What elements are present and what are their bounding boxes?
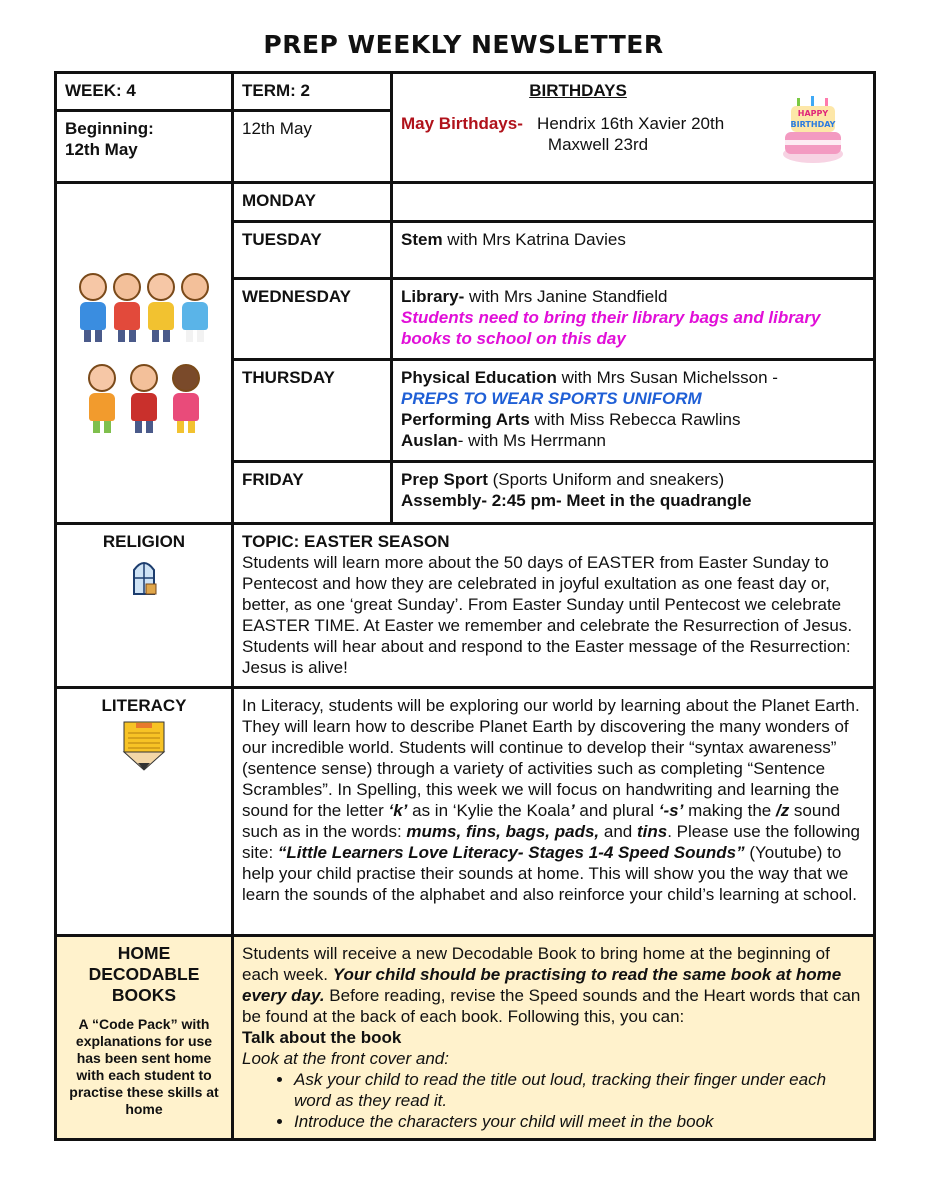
literacy-text-1: In Literacy, students will be exploring our world by learning about the Planet Earth. They will learn how to describe Planet Earth by discovering the many wonders of our incredible world. Students will continue to develop their “syntax awareness” (sentence sense) through a variety of activities such as completing “Sentence Scrambles”. In Spelling, this week we will focus on handwriting and learning the sound for the letter <box>242 696 860 820</box>
religion-content <box>233 524 875 688</box>
pe-label: Physical Education <box>401 368 557 387</box>
decodable-content <box>233 936 875 1140</box>
children-image-cell <box>56 183 233 524</box>
literacy-text-8: (Youtube) to help your child practise their sounds at home. This will show you the way that we learn the sounds of the alphabet and also reinforce your child’s learning at school. <box>242 843 857 904</box>
pe-teacher: with Mrs Susan Michelsson - <box>556 368 778 387</box>
beginning-value-cell: 12th May <box>233 111 392 183</box>
literacy-label: LITERACY <box>101 696 187 715</box>
literacy-text-6: and <box>599 822 637 841</box>
decodable-bullets <box>242 1069 865 1132</box>
performing-arts-label: Performing Arts <box>401 410 530 429</box>
decodable-label-1: HOME <box>117 943 171 963</box>
prep-sport-label: Prep Sport <box>401 470 488 489</box>
birthdays-names-line1: Hendrix 16th Xavier 20th <box>537 114 725 133</box>
child-figure <box>172 364 200 433</box>
child-figure <box>130 364 158 433</box>
stem-label: Stem <box>401 230 443 249</box>
monday-content <box>392 183 875 222</box>
birthday-cake-icon <box>777 96 849 168</box>
decodable-label-cell <box>56 936 233 1140</box>
performing-arts-teacher: with Miss Rebecca Rawlins <box>529 410 741 429</box>
religion-label-cell <box>56 524 233 688</box>
pencil-icon <box>122 720 166 772</box>
svg-text:HAPPY: HAPPY <box>797 109 829 118</box>
decodable-text-2: Before reading, revise the Speed sounds and the Heart words that can be found at the back of each book. Following this, you can: <box>242 986 861 1026</box>
tuesday-label: TUESDAY <box>233 222 392 279</box>
literacy-text-4: making the <box>683 801 776 820</box>
decodable-text-1: Students will receive a new Decodable Book to bring home at the beginning of each week. <box>242 944 830 984</box>
z-sound: /z <box>775 801 790 820</box>
week-cell: WEEK: 4 <box>56 73 233 111</box>
list-item: • Introduce the characters your child will meet in the book <box>294 1111 865 1132</box>
friday-label: FRIDAY <box>233 462 392 524</box>
children-illustration <box>57 184 231 522</box>
thursday-content <box>392 360 875 462</box>
religion-label: RELIGION <box>102 532 186 551</box>
literacy-content <box>233 688 875 936</box>
list-item: • Ask your child to read the title out loud, tracking their finger under each word as they read it. <box>294 1069 865 1111</box>
closing-quote: ’ <box>569 801 575 820</box>
literacy-text-5: sound such as in the words: <box>242 801 841 841</box>
birthdays-names-line2: Maxwell 23rd <box>547 135 649 154</box>
auslan-label: Auslan <box>401 431 458 450</box>
wednesday-content <box>392 279 875 360</box>
library-note: Students need to bring their library bags and library books to school on this day <box>401 308 821 348</box>
literacy-text-3: and plural <box>574 801 659 820</box>
birthdays-heading: BIRTHDAYS <box>529 81 627 100</box>
monday-label: MONDAY <box>233 183 392 222</box>
literacy-text-2: as in ‘Kylie the Koala <box>407 801 570 820</box>
beginning-label-line1: Beginning: <box>65 119 154 138</box>
newsletter-table <box>54 71 876 1141</box>
thursday-label: THURSDAY <box>233 360 392 462</box>
example-word-tins: tins <box>636 822 668 841</box>
auslan-teacher: - with Ms Herrmann <box>457 431 606 450</box>
plural-s: ‘-s’ <box>658 801 684 820</box>
stained-glass-icon <box>128 556 160 596</box>
child-figure <box>181 273 209 342</box>
tuesday-content <box>392 222 875 279</box>
code-pack-note: A “Code Pack” with explanations for use has been sent home with each student to practise these skills at home <box>69 1016 219 1117</box>
beginning-label-cell <box>56 111 233 183</box>
birthdays-label: May Birthdays- <box>401 114 523 133</box>
wednesday-label: WEDNESDAY <box>233 279 392 360</box>
decodable-label-2: DECODABLE <box>88 964 200 984</box>
decodable-label-3: BOOKS <box>111 985 177 1005</box>
beginning-label-line2: 12th May <box>65 140 138 159</box>
letter-k: ‘k’ <box>388 801 408 820</box>
religion-text: Students will learn more about the 50 days of EASTER from Easter Sunday to Pentecost and how they are celebrated in joyful exultation as one feast day or, better, as one ‘great Sunday’. From Easter Sunday until Pentecost we celebrate EASTER TIME. At Easter we remember and celebrate the Resurrection of Jesus. Students will hear about and respond to the Easter message of the Resurrection: Jesus is alive! <box>242 553 853 677</box>
sports-uniform-note: PREPS TO WEAR SPORTS UNIFORM <box>401 389 702 408</box>
stem-teacher: with Mrs Katrina Davies <box>442 230 626 249</box>
religion-topic: TOPIC: EASTER SEASON <box>242 532 450 551</box>
child-figure <box>113 273 141 342</box>
friday-content <box>392 462 875 524</box>
svg-text:BIRTHDAY: BIRTHDAY <box>790 120 836 129</box>
speed-sounds-site: “Little Learners Love Literacy- Stages 1-4 Speed Sounds” <box>277 843 745 862</box>
prep-sport-detail: (Sports Uniform and sneakers) <box>487 470 725 489</box>
front-cover-note: Look at the front cover and: <box>242 1049 449 1068</box>
newsletter-title: PREP WEEKLY NEWSLETTER <box>263 30 664 59</box>
child-figure <box>88 364 116 433</box>
literacy-text-7: . Please use the following site: <box>242 822 860 862</box>
term-cell: TERM: 2 <box>233 73 392 111</box>
library-label: Library- <box>401 287 465 306</box>
birthdays-cell <box>392 73 875 183</box>
library-teacher: with Mrs Janine Standfield <box>464 287 668 306</box>
example-words: mums, fins, bags, pads, <box>406 822 600 841</box>
decodable-emphasis: Your child should be practising to read the same book at home every day. <box>242 965 842 1005</box>
assembly-note: Assembly- 2:45 pm- Meet in the quadrangle <box>401 491 752 510</box>
child-figure <box>79 273 107 342</box>
literacy-label-cell <box>56 688 233 936</box>
child-figure <box>147 273 175 342</box>
talk-about-book: Talk about the book <box>242 1028 402 1047</box>
